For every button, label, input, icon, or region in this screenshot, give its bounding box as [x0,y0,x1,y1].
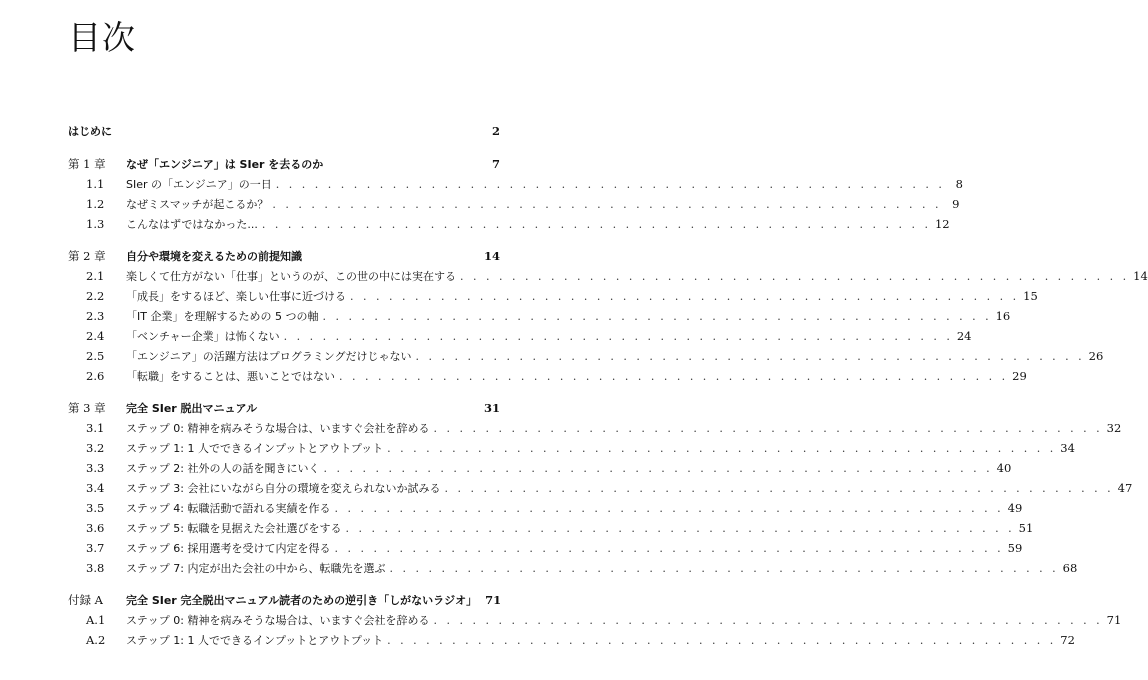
chapter-number: 付録 A [68,593,103,607]
toc-page-number: 49 [1007,501,1023,515]
section-number: 3.5 [86,501,105,515]
toc-section-3-8[interactable] [68,561,1078,576]
section-number: 2.3 [86,309,105,323]
toc-page-number: 26 [1088,349,1104,363]
section-title: SIer の「エンジニア」の一日 [126,178,272,191]
toc-entry-intro[interactable] [68,124,500,139]
toc-leader: . . . . . . . . . . . . . . . . . . . . . . . . . . . . . . . . . . . . . . . . . . . . . . . . . . . . [283,330,953,343]
toc-entry-title: はじめに [68,125,112,138]
toc-page-number: 8 [955,177,963,191]
toc-section-2-6[interactable] [68,369,1027,384]
section-number: 3.4 [86,481,105,495]
toc-page-number: 12 [934,217,950,231]
toc-page-number: 34 [1060,441,1075,455]
chapter-number: 第 1 章 [68,157,106,171]
toc-section-3-2[interactable] [68,441,1075,456]
toc-page-number: 40 [996,461,1012,475]
toc-page-number: 68 [1062,561,1078,575]
toc-page-number: 7 [491,157,500,171]
toc-section-a-1[interactable] [68,613,1122,628]
toc-leader: . . . . . . . . . . . . . . . . . . . . . . . . . . . . . . . . . . . . . . . . . . . . . . . . . . . . [350,290,1020,303]
section-number: 3.3 [86,461,105,475]
toc-leader: . . . . . . . . . . . . . . . . . . . . . . . . . . . . . . . . . . . . . . . . . . . . . . . . . . . . [433,422,1103,435]
toc-section-1-1[interactable] [68,177,963,192]
section-number: 3.8 [86,561,105,575]
toc-section-3-3[interactable] [68,461,1012,476]
toc-leader: . . . . . . . . . . . . . . . . . . . . . . . . . . . . . . . . . . . . . . . . . . . . . . . . . . . . [387,634,1057,647]
toc-page-number: 29 [1012,369,1027,383]
section-number: 2.2 [86,289,105,303]
section-number: A.1 [86,613,106,627]
toc-section-3-5[interactable] [68,501,1023,516]
section-title: ステップ 0: 精神を病みそうな場合は、いますぐ会社を辞める [126,614,430,627]
toc-chapter-1[interactable] [68,157,500,172]
toc-leader: . . . . . . . . . . . . . . . . . . . . . . . . . . . . . . . . . . . . . . . . . . . . . . . . . . . . [433,614,1103,627]
toc-chapter-2[interactable] [68,249,500,264]
toc-leader: . . . . . . . . . . . . . . . . . . . . . . . . . . . . . . . . . . . . . . . . . . . . . . . . . . . . [415,350,1085,363]
section-title: 「IT 企業」を理解するための 5 つの軸 [126,310,319,323]
chapter-title: 完全 SIer 完全脱出マニュアル読者のための逆引き「しがないラジオ」 [126,594,478,607]
toc-page-number: 9 [952,197,960,211]
chapter-title: 完全 SIer 脱出マニュアル [126,402,258,415]
toc-leader: . . . . . . . . . . . . . . . . . . . . . . . . . . . . . . . . . . . . . . . . . . . . . . . . . . . . [261,218,931,231]
toc-section-2-5[interactable] [68,349,1104,364]
toc-section-3-7[interactable] [68,541,1023,556]
toc-leader: . . . . . . . . . . . . . . . . . . . . . . . . . . . . . . . . . . . . . . . . . . . . . . . . . . . . [444,482,1114,495]
section-number: 1.1 [86,177,105,191]
section-number: 1.3 [86,217,105,231]
toc-leader: . . . . . . . . . . . . . . . . . . . . . . . . . . . . . . . . . . . . . . . . . . . . . . . . . . . . [322,310,992,323]
toc-section-2-2[interactable] [68,289,1038,304]
toc-page-number: 2 [491,124,500,138]
chapter-number: 第 2 章 [68,249,106,263]
toc-section-3-1[interactable] [68,421,1122,436]
toc-leader: . . . . . . . . . . . . . . . . . . . . . . . . . . . . . . . . . . . . . . . . . . . . . . . . . . . . [387,442,1057,455]
section-title: ステップ 7: 内定が出た会社の中から、転職先を選ぶ [126,562,386,575]
toc-leader: . . . . . . . . . . . . . . . . . . . . . . . . . . . . . . . . . . . . . . . . . . . . . . . . . . . . [460,270,1130,283]
page-title: 目次 [68,18,136,57]
toc-leader: . . . . . . . . . . . . . . . . . . . . . . . . . . . . . . . . . . . . . . . . . . . . . . . . . . . . [389,562,1059,575]
toc-section-2-1[interactable] [68,269,1148,284]
section-title: 「エンジニア」の活躍方法はプログラミングだけじゃない [126,350,412,363]
section-title: 「転職」をすることは、悪いことではない [126,370,335,383]
toc-section-2-4[interactable] [68,329,972,344]
section-title: ステップ 3: 会社にいながら自分の環境を変えられないか試みる [126,482,441,495]
toc-section-3-4[interactable] [68,481,1133,496]
toc-section-a-2[interactable] [68,633,1075,648]
toc-section-1-2[interactable] [68,197,960,212]
toc-page-number: 47 [1117,481,1133,495]
toc-section-2-3[interactable] [68,309,1011,324]
toc-leader: . . . . . . . . . . . . . . . . . . . . . . . . . . . . . . . . . . . . . . . . . . . . . . . . . . . . [334,542,1004,555]
toc-page-number: 51 [1018,521,1034,535]
toc-leader: . . . . . . . . . . . . . . . . . . . . . . . . . . . . . . . . . . . . . . . . . . . . . . . . . . . . [345,522,1015,535]
toc-page-number: 31 [483,401,500,415]
toc-section-1-3[interactable] [68,217,950,232]
section-title: なぜミスマッチが起こるか？ [126,198,269,211]
section-number: 3.1 [86,421,105,435]
section-title: こんなはずではなかった... [126,218,258,231]
toc-page-number: 16 [995,309,1011,323]
chapter-title: なぜ「エンジニア」は SIer を去るのか [126,158,324,171]
toc-page-number: 14 [1133,269,1148,283]
section-title: ステップ 2: 社外の人の話を聞きにいく [126,462,320,475]
toc-leader: . . . . . . . . . . . . . . . . . . . . . . . . . . . . . . . . . . . . . . . . . . . . . . . . . . . . [275,178,945,191]
toc-page-number: 24 [956,329,972,343]
toc-chapter-3[interactable] [68,401,500,416]
section-number: 3.2 [86,441,105,455]
section-title: 「ベンチャー企業」は怖くない [126,330,280,343]
section-title: 楽しくて仕方がない「仕事」というのが、この世の中には実在する [126,270,456,283]
chapter-title: 自分や環境を変えるための前提知識 [126,250,302,263]
section-title: ステップ 1: 1 人でできるインプットとアウトプット [126,634,384,647]
toc-appendix-a[interactable] [68,593,500,608]
toc-leader: . . . . . . . . . . . . . . . . . . . . . . . . . . . . . . . . . . . . . . . . . . . . . . . . . . . . [334,502,1004,515]
toc-page-number: 14 [483,249,500,263]
section-number: 3.6 [86,521,105,535]
toc-page-number: 71 [1106,613,1122,627]
toc-page-number: 71 [485,593,502,607]
section-number: 1.2 [86,197,105,211]
section-number: 2.5 [86,349,105,363]
toc-page-number: 59 [1007,541,1023,555]
section-title: ステップ 6: 採用選考を受けて内定を得る [126,542,331,555]
toc-page-number: 15 [1023,289,1038,303]
toc-page-number: 72 [1060,633,1075,647]
section-title: ステップ 1: 1 人でできるインプットとアウトプット [126,442,384,455]
section-title: ステップ 4: 転職活動で語れる実績を作る [126,502,331,515]
section-number: 3.7 [86,541,105,555]
toc-page-number: 32 [1106,421,1122,435]
section-title: ステップ 0: 精神を病みそうな場合は、いますぐ会社を辞める [126,422,430,435]
toc-section-3-6[interactable] [68,521,1034,536]
toc-leader: . . . . . . . . . . . . . . . . . . . . . . . . . . . . . . . . . . . . . . . . . . . . . . . . . . . . [272,198,942,211]
section-number: 2.4 [86,329,105,343]
toc-leader: . . . . . . . . . . . . . . . . . . . . . . . . . . . . . . . . . . . . . . . . . . . . . . . . . . . . [323,462,993,475]
chapter-number: 第 3 章 [68,401,106,415]
section-number: 2.6 [86,369,105,383]
section-title: 「成長」をするほど、楽しい仕事に近づける [126,290,346,303]
toc-leader: . . . . . . . . . . . . . . . . . . . . . . . . . . . . . . . . . . . . . . . . . . . . . . . . . . . . [339,370,1009,383]
section-number: 2.1 [86,269,105,283]
section-number: A.2 [86,633,106,647]
section-title: ステップ 5: 転職を見据えた会社選びをする [126,522,342,535]
